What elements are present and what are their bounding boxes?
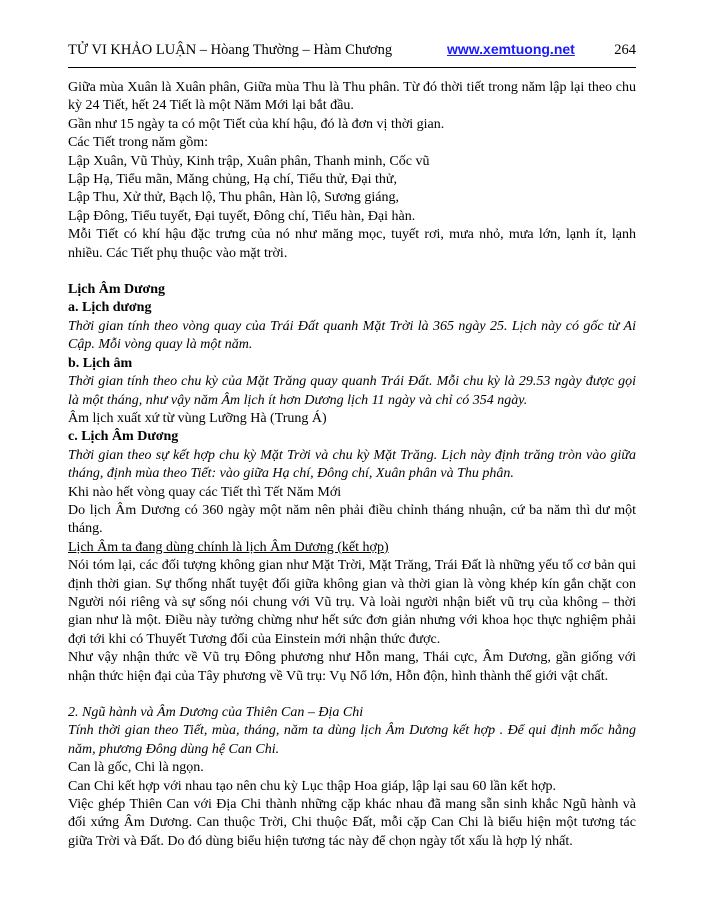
list-item: Lập Hạ, Tiểu mãn, Măng chủng, Hạ chí, Tiểu thử, Đại thử, — [68, 172, 397, 188]
spacer — [68, 686, 636, 704]
paragraph: Can Chi kết hợp với nhau tạo nên chu kỳ Lục thập Hoa giáp, lập lại sau 60 lần kết hợp. — [68, 778, 556, 794]
paragraph: Như vậy nhận thức về Vũ trụ Đông phương như Hỗn mang, Thái cực, Âm Dương, gần giống với nhận thức hiện đại của Tây phương về Vũ trụ: Vụ Nổ lớn, Hỗn độn, hình thành thế giới vật chất. — [68, 650, 636, 684]
paragraph: Nói tóm lại, các đối tượng không gian như Mặt Trời, Mặt Trăng, Trái Đất là những yếu tố cơ bản qui định thời gian. Sự thống nhất tuyệt đối giữa không gian và thời gian là vòng khép kín gắn chặt con Người nói riêng và sự sống nói chung với Vũ trụ. Và loài người nhận biết vũ trụ của không – thời gian như là một. Điều này tưởng chừng như hết sức đơn giản nhưng với khoa học thực nghiệm phải đợi tới khi có Thuyết Tương đối của Einstein mới nhận thức được. — [68, 558, 636, 647]
paragraph: Giữa mùa Xuân là Xuân phân, Giữa mùa Thu là Thu phân. Từ đó thời tiết trong năm lập lại theo chu kỳ 24 Tiết, hết 24 Tiết là một Năm Mới lại bắt đầu. — [68, 80, 636, 114]
paragraph: Các Tiết trong năm gồm: — [68, 135, 208, 151]
paragraph: Thời gian tính theo chu kỳ của Mặt Trăng quay quanh Trái Đất. Mỗi chu kỳ là 29.53 ngày được gọi là một tháng, như vậy năm Âm lịch ít hơn Dương lịch 11 ngày và chỉ có 354 ngày. — [68, 374, 636, 408]
website-link[interactable]: www.xemtuong.net — [447, 41, 575, 57]
list-item: Lập Đông, Tiểu tuyết, Đại tuyết, Đông chí, Tiểu hàn, Đại hàn. — [68, 208, 416, 224]
header-rule — [68, 67, 636, 68]
page-body — [68, 79, 636, 851]
page-header — [68, 42, 636, 62]
paragraph: Thời gian theo sự kết hợp chu kỳ Mặt Trời và chu kỳ Mặt Trăng. Lịch này định trăng tròn vào giữa tháng, định mùa theo Tiết: vào giữa Hạ chí, Đông chí, Xuân phân và Thu phân. — [68, 447, 636, 482]
underlined-statement: Lịch Âm ta đang dùng chính là lịch Âm Dương (kết hợp) — [68, 539, 389, 555]
paragraph: Âm lịch xuất xứ từ vùng Lưỡng Hà (Trung Á) — [68, 410, 327, 426]
paragraph: Việc ghép Thiên Can với Địa Chi thành những cặp khác nhau đã mang sẵn sinh khắc Ngũ hành và đối xứng Âm Dương. Can thuộc Trời, Chi thuộc Đất, mỗi cặp Can Chi là biểu hiện một tương tác giữa Trời và Đất. Do đó dùng biểu hiện tương tác này để chọn ngày tốt xấu là hợp lý nhất. — [68, 797, 636, 849]
subheading: c. Lịch Âm Dương — [68, 429, 179, 445]
paragraph: Thời gian tính theo vòng quay của Trái Đất quanh Mặt Trời là 365 ngày 25. Lịch này có gốc từ Ai Cập. Mỗi vòng quay là một năm. — [68, 318, 636, 353]
paragraph: Tính thời gian theo Tiết, mùa, tháng, năm ta dùng lịch Âm Dương kết hợp . Để qui định mốc hằng năm, phương Đông dùng hệ Can Chi. — [68, 723, 636, 757]
paragraph: Khi nào hết vòng quay các Tiết thì Tết Năm Mới — [68, 484, 342, 500]
paragraph: Can là gốc, Chi là ngọn. — [68, 760, 204, 776]
subheading: a. Lịch dương — [68, 300, 152, 316]
paragraph: Mỗi Tiết có khí hậu đặc trưng của nó như măng mọc, tuyết rơi, mưa nhỏ, mưa lớn, lạnh ít, lạnh nhiều. Các Tiết phụ thuộc vào mặt trời. — [68, 227, 636, 261]
page-number: 264 — [614, 42, 636, 58]
book-title: TỬ VI KHẢO LUẬN – Hòang Thường – Hàm Chương — [68, 42, 393, 58]
list-item: Lập Xuân, Vũ Thủy, Kinh trập, Xuân phân, Thanh minh, Cốc vũ — [68, 153, 430, 169]
list-item: Lập Thu, Xử thử, Bạch lộ, Thu phân, Hàn lộ, Sương giáng, — [68, 190, 400, 206]
section-heading: Lịch Âm Dương — [68, 282, 166, 298]
paragraph: Gần như 15 ngày ta có một Tiết của khí hậu, đó là đơn vị thời gian. — [68, 116, 445, 132]
subheading: b. Lịch âm — [68, 355, 133, 371]
section-heading: 2. Ngũ hành và Âm Dương của Thiên Can – Địa Chi — [68, 705, 364, 720]
paragraph: Do lịch Âm Dương có 360 ngày một năm nên phải điều chỉnh tháng nhuận, cứ ba năm thì dư một tháng. — [68, 502, 636, 537]
spacer — [68, 263, 636, 281]
